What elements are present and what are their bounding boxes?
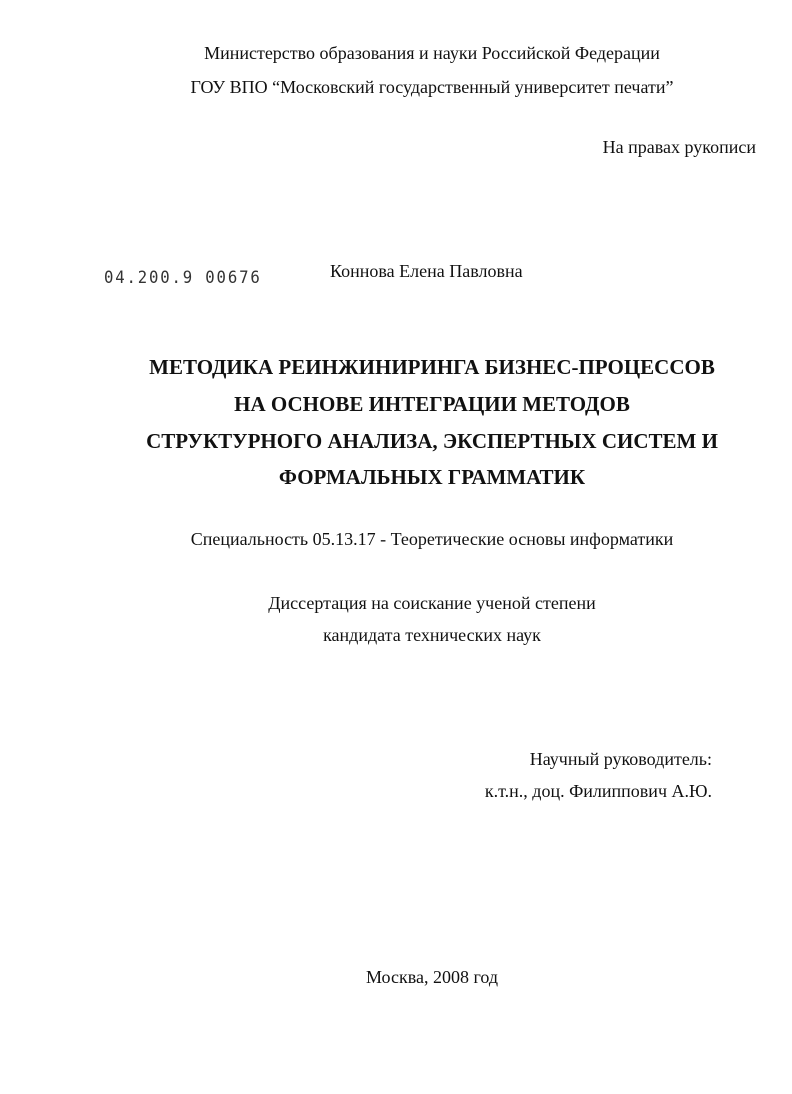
university-heading: ГОУ ВПО “Московский государственный университет печати”: [190, 77, 674, 97]
degree-line-2: кандидата технических наук: [323, 625, 541, 645]
degree-line-1: Диссертация на соискание ученой степени: [268, 593, 596, 613]
ministry-heading: Министерство образования и науки Российской Федерации: [204, 43, 660, 63]
author-name: Коннова Елена Павловна: [330, 261, 523, 281]
place-and-year: Москва, 2008 год: [365, 967, 499, 987]
specialty-line: Специальность 05.13.17 - Теоретические основы информатики: [190, 529, 674, 549]
supervisor-name: к.т.н., доц. Филиппович А.Ю.: [484, 781, 712, 801]
title-line-1: МЕТОДИКА РЕИНЖИНИРИНГА БИЗНЕС-ПРОЦЕССОВ: [149, 355, 715, 379]
archive-number-stamp: 04.200.9 00676: [104, 268, 262, 288]
title-line-4: ФОРМАЛЬНЫХ ГРАММАТИК: [278, 465, 586, 489]
title-line-2: НА ОСНОВЕ ИНТЕГРАЦИИ МЕТОДОВ: [234, 392, 630, 416]
title-line-3: СТРУКТУРНОГО АНАЛИЗА, ЭКСПЕРТНЫХ СИСТЕМ И: [146, 429, 718, 453]
supervisor-label: Научный руководитель:: [529, 749, 712, 769]
rights-note: На правах рукописи: [602, 137, 756, 157]
